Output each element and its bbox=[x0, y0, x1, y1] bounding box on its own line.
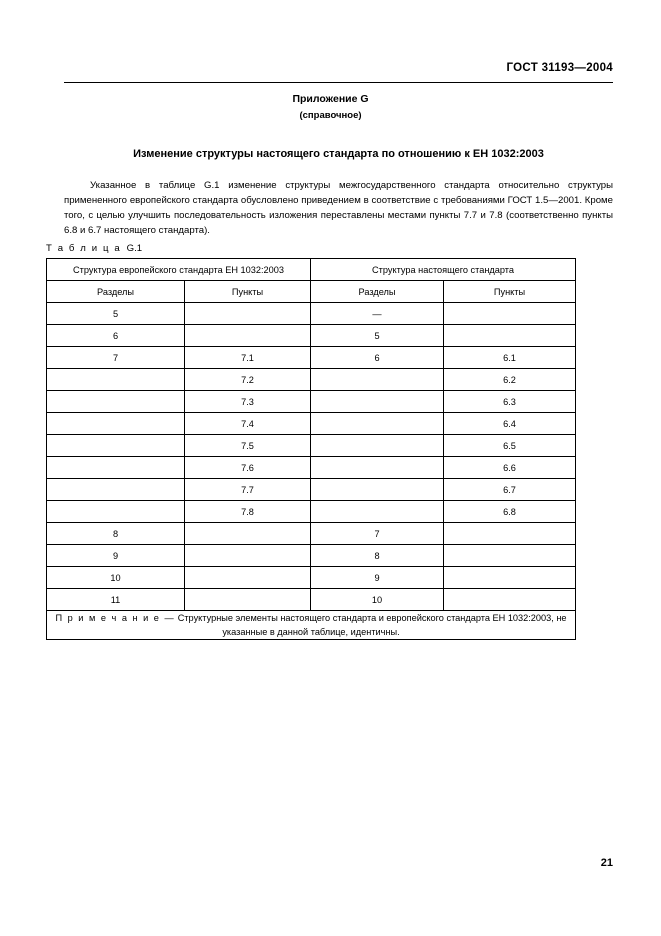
table-note bbox=[47, 611, 576, 640]
cell-clause-gost: 6.1 bbox=[444, 347, 576, 369]
cell-section-en: 5 bbox=[47, 303, 185, 325]
cell-section-gost bbox=[311, 501, 444, 523]
cell-section-en bbox=[47, 391, 185, 413]
table-row bbox=[47, 369, 576, 391]
table-group-header-row bbox=[47, 259, 576, 281]
cell-section-gost bbox=[311, 479, 444, 501]
cell-clause-en: 7.5 bbox=[185, 435, 311, 457]
table-note-text: Структурные элементы настоящего стандарта и европейского стандарта ЕН 1032:2003, не указанные в данной таблице, идентичны. bbox=[177, 613, 567, 637]
cell-clause-en: 7.1 bbox=[185, 347, 311, 369]
cell-section-gost bbox=[311, 413, 444, 435]
cell-section-gost bbox=[311, 391, 444, 413]
cell-clause-gost bbox=[444, 325, 576, 347]
column-header-cell: Разделы bbox=[311, 281, 444, 303]
cell-clause-en: 7.2 bbox=[185, 369, 311, 391]
cell-clause-gost bbox=[444, 523, 576, 545]
cell-clause-en bbox=[185, 325, 311, 347]
cell-clause-en: 7.8 bbox=[185, 501, 311, 523]
structure-comparison-table bbox=[46, 258, 576, 640]
page-header-standard-id: ГОСТ 31193—2004 bbox=[506, 62, 613, 74]
cell-section-gost: — bbox=[311, 303, 444, 325]
table-row bbox=[47, 501, 576, 523]
cell-section-en bbox=[47, 435, 185, 457]
column-header-cell: Разделы bbox=[47, 281, 185, 303]
cell-section-gost bbox=[311, 435, 444, 457]
cell-section-gost: 9 bbox=[311, 567, 444, 589]
table-row bbox=[47, 457, 576, 479]
cell-section-gost: 6 bbox=[311, 347, 444, 369]
annex-title: Изменение структуры настоящего стандарта по отношению к ЕН 1032:2003 bbox=[133, 148, 544, 160]
table-row bbox=[47, 523, 576, 545]
cell-clause-en bbox=[185, 567, 311, 589]
column-header-cell: Пункты bbox=[444, 281, 576, 303]
cell-section-gost: 10 bbox=[311, 589, 444, 611]
cell-section-en bbox=[47, 479, 185, 501]
cell-clause-en bbox=[185, 545, 311, 567]
table-note-row bbox=[47, 611, 576, 640]
cell-section-en bbox=[47, 457, 185, 479]
cell-section-gost: 8 bbox=[311, 545, 444, 567]
cell-clause-gost: 6.6 bbox=[444, 457, 576, 479]
cell-clause-gost bbox=[444, 567, 576, 589]
cell-clause-gost: 6.4 bbox=[444, 413, 576, 435]
cell-section-gost: 7 bbox=[311, 523, 444, 545]
cell-clause-gost: 6.8 bbox=[444, 501, 576, 523]
body-paragraph: Указанное в таблице G.1 изменение структуры межгосударственного стандарта относительно структуры примененного европейского стандарта обусловлено приведением в соответствие с требованиями ГОСТ 1.5—2001. Кроме того, с целью улучшить последовательность изложения переставлены местами пункты 7.7 и 7.8 (соответственно пункты 6.8 и 6.7 настоящего стандарта). bbox=[64, 180, 613, 237]
cell-section-en: 8 bbox=[47, 523, 185, 545]
column-header-cell: Пункты bbox=[185, 281, 311, 303]
table-row bbox=[47, 303, 576, 325]
table-caption-number: G.1 bbox=[126, 243, 143, 254]
table-column-header-row bbox=[47, 281, 576, 303]
cell-section-gost: 5 bbox=[311, 325, 444, 347]
annex-subtitle: (справочное) bbox=[299, 110, 362, 121]
table-row bbox=[47, 413, 576, 435]
cell-section-en: 10 bbox=[47, 567, 185, 589]
cell-section-en: 11 bbox=[47, 589, 185, 611]
table-row bbox=[47, 391, 576, 413]
cell-clause-en bbox=[185, 589, 311, 611]
cell-clause-gost: 6.7 bbox=[444, 479, 576, 501]
cell-clause-en: 7.3 bbox=[185, 391, 311, 413]
cell-clause-gost: 6.2 bbox=[444, 369, 576, 391]
cell-section-gost bbox=[311, 369, 444, 391]
cell-section-en bbox=[47, 369, 185, 391]
group-header-cell: Структура настоящего стандарта bbox=[311, 259, 576, 281]
cell-clause-en bbox=[185, 303, 311, 325]
cell-clause-en: 7.7 bbox=[185, 479, 311, 501]
cell-section-en bbox=[47, 413, 185, 435]
cell-clause-en bbox=[185, 523, 311, 545]
annex-label: Приложение G bbox=[292, 93, 369, 105]
page-number: 21 bbox=[600, 857, 613, 869]
table-row bbox=[47, 479, 576, 501]
table-note-label: П р и м е ч а н и е — bbox=[55, 613, 176, 623]
table-row bbox=[47, 347, 576, 369]
cell-section-en bbox=[47, 501, 185, 523]
cell-section-en: 7 bbox=[47, 347, 185, 369]
table-caption-label: Т а б л и ц а bbox=[46, 243, 122, 254]
table-row bbox=[47, 435, 576, 457]
table-row bbox=[47, 567, 576, 589]
header-divider bbox=[64, 82, 613, 83]
cell-clause-gost: 6.5 bbox=[444, 435, 576, 457]
cell-section-gost bbox=[311, 457, 444, 479]
cell-clause-en: 7.4 bbox=[185, 413, 311, 435]
table-row bbox=[47, 589, 576, 611]
table-row bbox=[47, 325, 576, 347]
cell-clause-gost bbox=[444, 589, 576, 611]
group-header-cell: Структура европейского стандарта ЕН 1032:2003 bbox=[47, 259, 311, 281]
cell-section-en: 9 bbox=[47, 545, 185, 567]
table-caption bbox=[46, 243, 142, 254]
cell-clause-gost bbox=[444, 303, 576, 325]
cell-clause-en: 7.6 bbox=[185, 457, 311, 479]
cell-clause-gost: 6.3 bbox=[444, 391, 576, 413]
table-row bbox=[47, 545, 576, 567]
cell-clause-gost bbox=[444, 545, 576, 567]
cell-section-en: 6 bbox=[47, 325, 185, 347]
